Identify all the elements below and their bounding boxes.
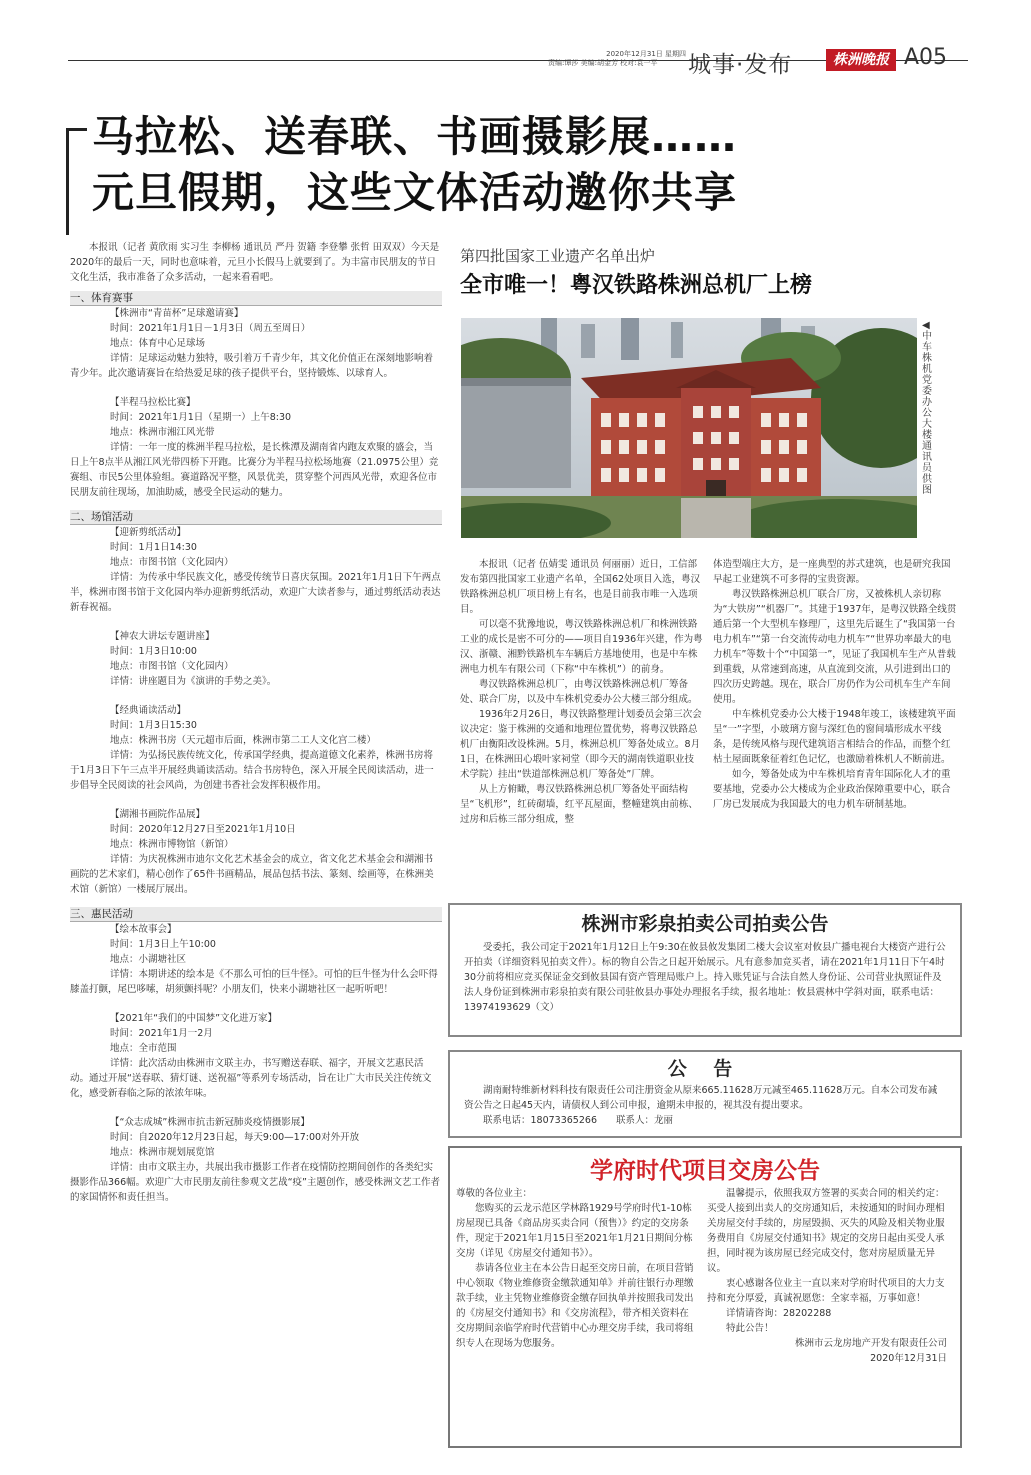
event-detail: 详情：为传承中华民族文化，感受传统节日喜庆氛围。2021年1月1日下午两点半，株洲市图书馆于文化园内举办迎新剪纸活动，欢迎广大读者参与，通过剪纸活动表达新春祝福。 xyxy=(70,572,441,613)
handover-para: 您购买的云龙示范区学林路1929号学府时代1-10栋房屋现已具备《商品房买卖合同（预售）》约定的交房条件，现定于2021年1月15日至2021年1月21日期间分栋交房（详见《房屋交付通知书》）。 xyxy=(456,1203,693,1259)
header-date: 2020年12月31日 星期四 xyxy=(606,50,686,58)
event-detail: 详情：由市文联主办，共展出我市摄影工作者在疫情防控期间创作的各类纪实摄影作品366幅。欢迎广大市民朋友前往参观文艺战“疫”主题创作，感受株洲文艺工作者的家国情怀和责任担当。 xyxy=(70,1162,440,1203)
event-place: 地点：株洲市湘江风光带 xyxy=(110,427,215,438)
event-name: 【经典诵读活动】 xyxy=(110,705,187,716)
event-time: 时间：2021年1月一2月 xyxy=(110,1028,213,1039)
event-name: 【“众志成城”株洲市抗击新冠肺炎疫情摄影展】 xyxy=(110,1117,310,1128)
event-time: 时间：1月1日14:30 xyxy=(110,542,197,553)
event-reading xyxy=(70,703,442,793)
section-public: 三、惠民活动 xyxy=(70,907,442,922)
article-col-2 xyxy=(713,557,957,812)
section-name: 城事·发布 xyxy=(688,52,793,78)
article-col-1 xyxy=(460,557,703,827)
event-football xyxy=(70,306,442,381)
building-photo-illustration xyxy=(461,318,917,538)
article-para: 中车株机党委办公大楼于1948年竣工，该楼建筑平面呈“一”字型，小玻璃方窗与深红色的窗间墙形成水平线条，是传统风格与现代建筑语言相结合的作品，而整个红枯土屋面既象征着红色记忆，也激励着株机人不断前进。 xyxy=(713,709,956,765)
article-para: 体造型端庄大方，是一座典型的苏式建筑，也是研究我国早起工业建筑不可多得的宝贵资源。 xyxy=(713,559,951,585)
event-exhibition xyxy=(70,807,442,897)
article-title: 全市唯一！粤汉铁路株洲总机厂上榜 xyxy=(460,272,813,298)
lead-paragraph: 本报讯（记者 黄欣雨 实习生 李柳杨 通讯员 严丹 贺籍 李登攀 张哲 田双双）今天是2020年的最后一天，同时也意味着，元旦小长假马上就要到了。为丰富市民朋友的节日文化生活，我市准备了众多活动，一起来看看吧。 xyxy=(70,242,440,283)
handover-col-2 xyxy=(707,1186,947,1366)
article-para: 可以毫不犹豫地说，粤汉铁路株洲总机厂和株洲铁路工业的成长是密不可分的——项目自1936年兴建，作为粤汉、浙赣、湘黔铁路机车车辆后方基地使用，也是中车株洲电力机车有限公司（下称“中车株机”）的前身。 xyxy=(460,619,703,675)
auction-notice-text: 受委托，我公司定于2021年1月12日上午9:30在攸县攸发集团二楼大会议室对攸县广播电视台大楼资产进行公开拍卖（详细资料见拍卖文件）。标的物自公告之日起开始展示。凡有意参加竞买者，请在2021年1月11日下午4时30分前将相应竞买保证金交到攸县国有资产管理局账户上。持入账凭证与合法自然人身份证、公司营业执照证件及法人身份证到株洲市彩泉拍卖有限公司驻攸县办事处办理报名手续，报名地址：攸县震林中学斜对面，联系电话：13974193629（文） xyxy=(464,942,946,1013)
article-para: 本报讯（记者 伍婧雯 通讯员 何丽丽）近日，工信部发布第四批国家工业遗产名单，全国62处项目入选，粤汉铁路株洲总机厂项目榜上有名，也是目前我市唯一入选项目。 xyxy=(460,559,701,615)
event-name: 【绘本故事会】 xyxy=(110,924,177,935)
header-meta xyxy=(548,50,686,68)
handover-para: 温馨提示，依照我双方签署的买卖合同的相关约定：买受人接到出卖人的交房通知后，未按通知的时间办理相关房屋交付手续的，房屋毁损、灭失的风险及相关物业服务费用自《房屋交付通知书》规定的交房日起由买受人承担，同时视为该房屋已经完成交付，您对房屋质量无异议。 xyxy=(707,1188,945,1274)
event-detail: 详情：足球运动魅力独特，吸引着万千青少年，其文化价值正在深刻地影响着青少年。此次邀请赛旨在给热爱足球的孩子提供平台，坚持锻炼、以球育人。 xyxy=(70,353,434,379)
article-para: 如今，筹备处成为中车株机培育青年国际化人才的重要基地，党委办公大楼成为企业政治保障重要中心，联合厂房已发展成为我国最大的电力机车研制基地。 xyxy=(713,769,951,810)
event-photo-exhibit xyxy=(70,1115,442,1205)
event-time: 时间：1月3日上午10:00 xyxy=(110,939,216,950)
event-place: 地点：株洲市博物馆（新馆） xyxy=(110,839,234,850)
photo-caption: ◀中车株机党委办公大楼 通讯员供图 xyxy=(922,320,932,496)
article-para: 从上方俯瞰，粤汉铁路株洲总机厂筹备处平面结构呈“飞机形”，红砖砌墙，红平瓦屋面，整幢建筑由前栋、过房和后栋三部分组成，整 xyxy=(460,784,698,825)
event-name: 【神农大讲坛专题讲座】 xyxy=(110,631,215,642)
handover-notice-title: 学府时代项目交房公告 xyxy=(590,1158,820,1184)
headline-line1: 马拉松、送春联、书画摄影展…… xyxy=(92,112,738,161)
event-lecture xyxy=(70,629,442,689)
capital-notice-title: 公 告 xyxy=(667,1058,743,1080)
event-storytime xyxy=(70,922,442,997)
newspaper-logo: 株洲晚报 xyxy=(826,49,896,71)
event-name: 【2021年“我们的中国梦”文化进万家】 xyxy=(110,1013,278,1024)
handover-col-1 xyxy=(456,1186,696,1351)
event-place: 地点：株洲书房（天元超市后面，株洲市第二工人文化宫二楼） xyxy=(110,735,377,746)
event-place: 地点：体育中心足球场 xyxy=(110,338,206,349)
event-detail: 详情：为弘扬民族传统文化，传承国学经典，提高道德文化素养，株洲书房将于1月3日下午三点半开展经典诵读活动。结合书房特色，深入开展全民阅读活动，进一步倡导全民阅读的社会风尚，为创建书香社会发挥积极作用。 xyxy=(70,750,434,791)
event-place: 地点：市图书馆（文化园内） xyxy=(110,661,234,672)
event-time: 时间：2020年12月27日至2021年1月10日 xyxy=(110,824,296,835)
event-chinadream xyxy=(70,1011,442,1101)
event-place: 地点：全市范围 xyxy=(110,1043,177,1054)
event-name: 【湖湘书画院作品展】 xyxy=(110,809,206,820)
event-name: 【迎新剪纸活动】 xyxy=(110,527,187,538)
event-detail: 详情：为庆祝株洲市迪尔文化艺术基金会的成立，省文化艺术基金会和湖湘书画院的艺术家们，精心创作了65件书画精品，展品包括书法、篆刻、绘画等，在株洲美术馆（新馆）一楼展厅展出。 xyxy=(70,854,434,895)
left-column xyxy=(70,240,442,1205)
event-time: 时间：1月3日15:30 xyxy=(110,720,197,731)
handover-para: 恭请各位业主在本公告日起至交房日前，在项目营销中心领取《物业维修资金缴款通知单》并前往银行办理缴款手续，业主凭物业维修资金缴存回执单并按照我司发出的《房屋交付通知书》和《交房流程》，带齐相关资料在交房期间亲临学府时代营销中心办理交房手续，我司将组织专人在现场为您服务。 xyxy=(456,1263,694,1349)
headline-bracket xyxy=(66,128,87,235)
page-number: A05 xyxy=(904,45,948,70)
event-place: 地点：株洲市规划展览馆 xyxy=(110,1147,215,1158)
article-para: 粤汉铁路株洲总机厂联合厂房，又被株机人亲切称为“大铁房”“机器厂”。其建于1937年，是粤汉铁路全线贯通后第一个大型机车修理厂，这里先后诞生了“我国第一台电力机车”“第一台交流传动电力机车”“世界功率最大的电力机车”等数十个“中国第一”，见证了我国机车生产从普载到重载，从常速到高速，从直流到交流，从引进到出口的四次历史跨越。现在，联合厂房仍作为公司机车生产车间使用。 xyxy=(713,589,957,705)
event-place: 地点：市图书馆（文化园内） xyxy=(110,557,234,568)
event-detail: 详情：本期讲述的绘本是《不那么可怕的巨牛怪》。可怕的巨牛怪为什么会吓得膝盖打颤，尾巴哆嗦，胡须颤抖呢？小朋友们，快来小湖塘社区一起听听吧！ xyxy=(70,969,438,995)
handover-closing: 特此公告！ xyxy=(726,1323,774,1334)
event-papercut xyxy=(70,525,442,615)
handover-para: 尊敬的各位业主： xyxy=(456,1188,533,1199)
section-sports: 一、体育赛事 xyxy=(70,291,442,306)
header-editors: 责编:谭莎 美编:胡金芳 校对:袁一平 xyxy=(548,59,658,67)
article-para: 1936年2月26日，粤汉铁路整理计划委员会第三次会议决定：鉴于株洲的交通和地理位置优势，将粤汉铁路总机厂由衡阳改设株洲。5月，株洲总机厂筹备处成立。8月1日，在株洲田心塅叶家祠堂（即今天的湖南铁道职业技术学院）挂出“铁道部株洲总机厂筹备处”厂牌。 xyxy=(460,709,702,780)
auction-notice xyxy=(448,903,962,1037)
article-kicker: 第四批国家工业遗产名单出炉 xyxy=(460,247,656,265)
event-detail: 详情：一年一度的株洲半程马拉松，是长株潭及湖南省内跑友欢聚的盛会，当日上午8点半从湘江风光带四桥下开跑。比赛分为半程马拉松场地赛（21.0975公里）竞赛组、市民5公里体验组。赛道路况平整，风景优美，贯穿整个河西风光带，欢迎各位市民朋友前往现场，加油助威，感受全民运动的魅力。 xyxy=(70,442,439,498)
handover-para: 衷心感谢各位业主一直以来对学府时代项目的大力支持和充分厚爱，真诚祝愿您：全家幸福，万事如意！ xyxy=(707,1278,945,1304)
event-time: 时间：自2020年12月23日起，每天9:00—17:00对外开放 xyxy=(110,1132,360,1143)
event-name: 【半程马拉松比赛】 xyxy=(110,397,196,408)
event-marathon xyxy=(70,395,442,500)
capital-notice-body xyxy=(450,1081,960,1128)
event-time: 时间：1月3日10:00 xyxy=(110,646,197,657)
capital-notice-text: 湖南耐特维新材料科技有限责任公司注册资金从原来665.11628万元减至465.11628万元。自本公司发布减资公告之日起45天内，请债权人到公司申报，逾期未申报的，视其没有提出要求。 xyxy=(464,1085,938,1111)
auction-notice-title: 株洲市彩泉拍卖公司拍卖公告 xyxy=(581,913,829,935)
section-venues: 二、场馆活动 xyxy=(70,510,442,525)
handover-date: 2020年12月31日 xyxy=(870,1353,947,1364)
article-para: 粤汉铁路株洲总机厂，由粤汉铁路株洲总机厂筹备处、联合厂房，以及中车株机党委办公大楼三部分组成。 xyxy=(460,679,698,705)
capital-notice-contact: 联系电话：18073365266 联系人：龙丽 xyxy=(483,1115,673,1126)
capital-notice xyxy=(448,1050,962,1138)
event-time: 时间：2021年1月1日－1月3日（周五至周日） xyxy=(110,323,311,334)
event-name: 【株洲市“青苗杯”足球邀请赛】 xyxy=(110,308,244,319)
handover-phone: 详情请咨询：28202288 xyxy=(726,1308,832,1319)
event-place: 地点：小湖塘社区 xyxy=(110,954,187,965)
auction-notice-body xyxy=(450,936,960,1015)
event-time: 时间：2021年1月1日（星期一）上午8:30 xyxy=(110,412,292,423)
event-detail: 详情：讲座题目为《演讲的手势之美》。 xyxy=(110,676,277,687)
article-photo xyxy=(461,318,917,538)
handover-signature: 株洲市云龙房地产开发有限责任公司 xyxy=(794,1338,947,1349)
event-detail: 详情：此次活动由株洲市文联主办，书写赠送春联、福字，开展文艺惠民活动。通过开展“送春联、猜灯谜、送祝福”等系列专场活动，旨在让广大市民关注传统文化，感受新春临之际的浓浓年味。 xyxy=(70,1058,432,1099)
headline-line2: 元旦假期，这些文体活动邀你共享 xyxy=(92,168,738,217)
